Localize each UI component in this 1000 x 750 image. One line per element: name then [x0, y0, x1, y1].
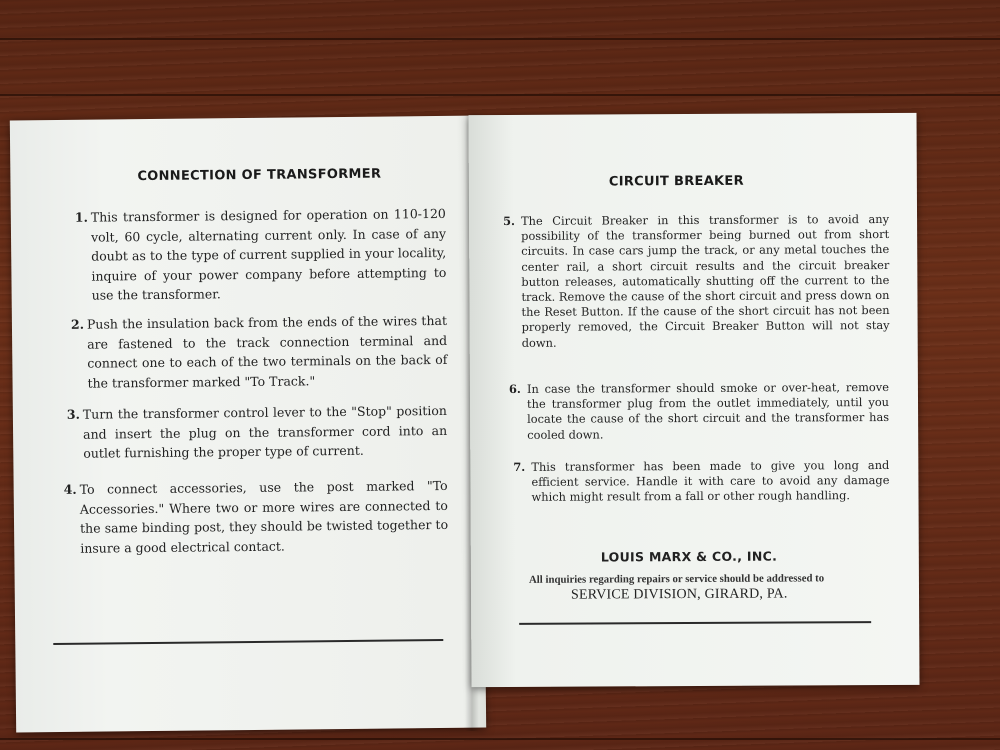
- right-page-heading: CIRCUIT BREAKER: [608, 173, 744, 190]
- item-number: 4.: [63, 481, 77, 497]
- instruction-item-1: [74, 204, 447, 305]
- company-name: LOUIS MARX & CO., INC.: [600, 548, 778, 565]
- left-page: [10, 116, 486, 733]
- item-text: This transformer has been made to give you long and efficient service. Handle it with care to avoid any damage which might result from a fall or other rough handling.: [531, 457, 890, 505]
- item-number: 3.: [66, 406, 81, 422]
- item-number: 6.: [508, 381, 521, 396]
- item-text: To connect accessories, use the post marked "To Accessories." Where two or more wires are connected to the same binding post, they should be twisted together to insure a good electrical contact.: [79, 477, 449, 556]
- item-number: 1.: [74, 209, 88, 225]
- inquiry-note: All inquiries regarding repairs or service should be addressed to: [528, 572, 825, 586]
- wood-seam: [0, 94, 1000, 96]
- service-division-address: SERVICE DIVISION, GIRARD, PA.: [570, 586, 788, 603]
- signature-line: [53, 639, 443, 645]
- instruction-item-5: [503, 211, 890, 351]
- left-page-heading: CONNECTION OF TRANSFORMER: [137, 166, 382, 185]
- signature-line: [519, 621, 871, 624]
- instruction-item-3: [66, 401, 448, 463]
- instruction-item-2: [70, 311, 448, 393]
- item-text: Turn the transformer control lever to the "Stop" position and insert the plug on the transformer cord into an outlet furnishing the proper type of current.: [82, 402, 448, 461]
- item-text: This transformer is designed for operation on 110-120 volt, 60 cycle, alternating current only. In case of any doubt as to the type of current supplied in your locality, inquire of your power company before attempting to use the transformer.: [90, 205, 447, 303]
- item-number: 5.: [503, 213, 516, 228]
- item-text: In case the transformer should smoke or over-heat, remove the transformer plug from the outlet immediately, until you locate the cause of the short circuit and the transformer has cooled down.: [526, 379, 890, 442]
- wood-seam: [0, 738, 1000, 740]
- instruction-item-4: [63, 476, 449, 558]
- item-number: 2.: [70, 316, 85, 332]
- wood-seam: [0, 38, 1000, 40]
- item-text: Push the insulation back from the ends of the wires that are fastened to the track connection terminal and connect one to each of the two terminals on the back of the transformer marked "To Track.": [86, 312, 448, 391]
- right-page: [469, 113, 920, 687]
- item-number: 7.: [513, 459, 526, 474]
- item-text: The Circuit Breaker in this transformer is to avoid any possibility of the transformer being burned out from short circuits. In case cars jump the track, or any metal touches the center rail, a short circuit results and the circuit breaker button releases, automatically shutting off the current to the track. Remove the cause of the short circuit and press down on the Reset Button. If the cause of the short circuit has not been properly removed, the Circuit Breaker Button will not stay down.: [521, 211, 890, 350]
- instruction-item-7: [513, 457, 890, 505]
- instruction-item-6: [508, 379, 890, 443]
